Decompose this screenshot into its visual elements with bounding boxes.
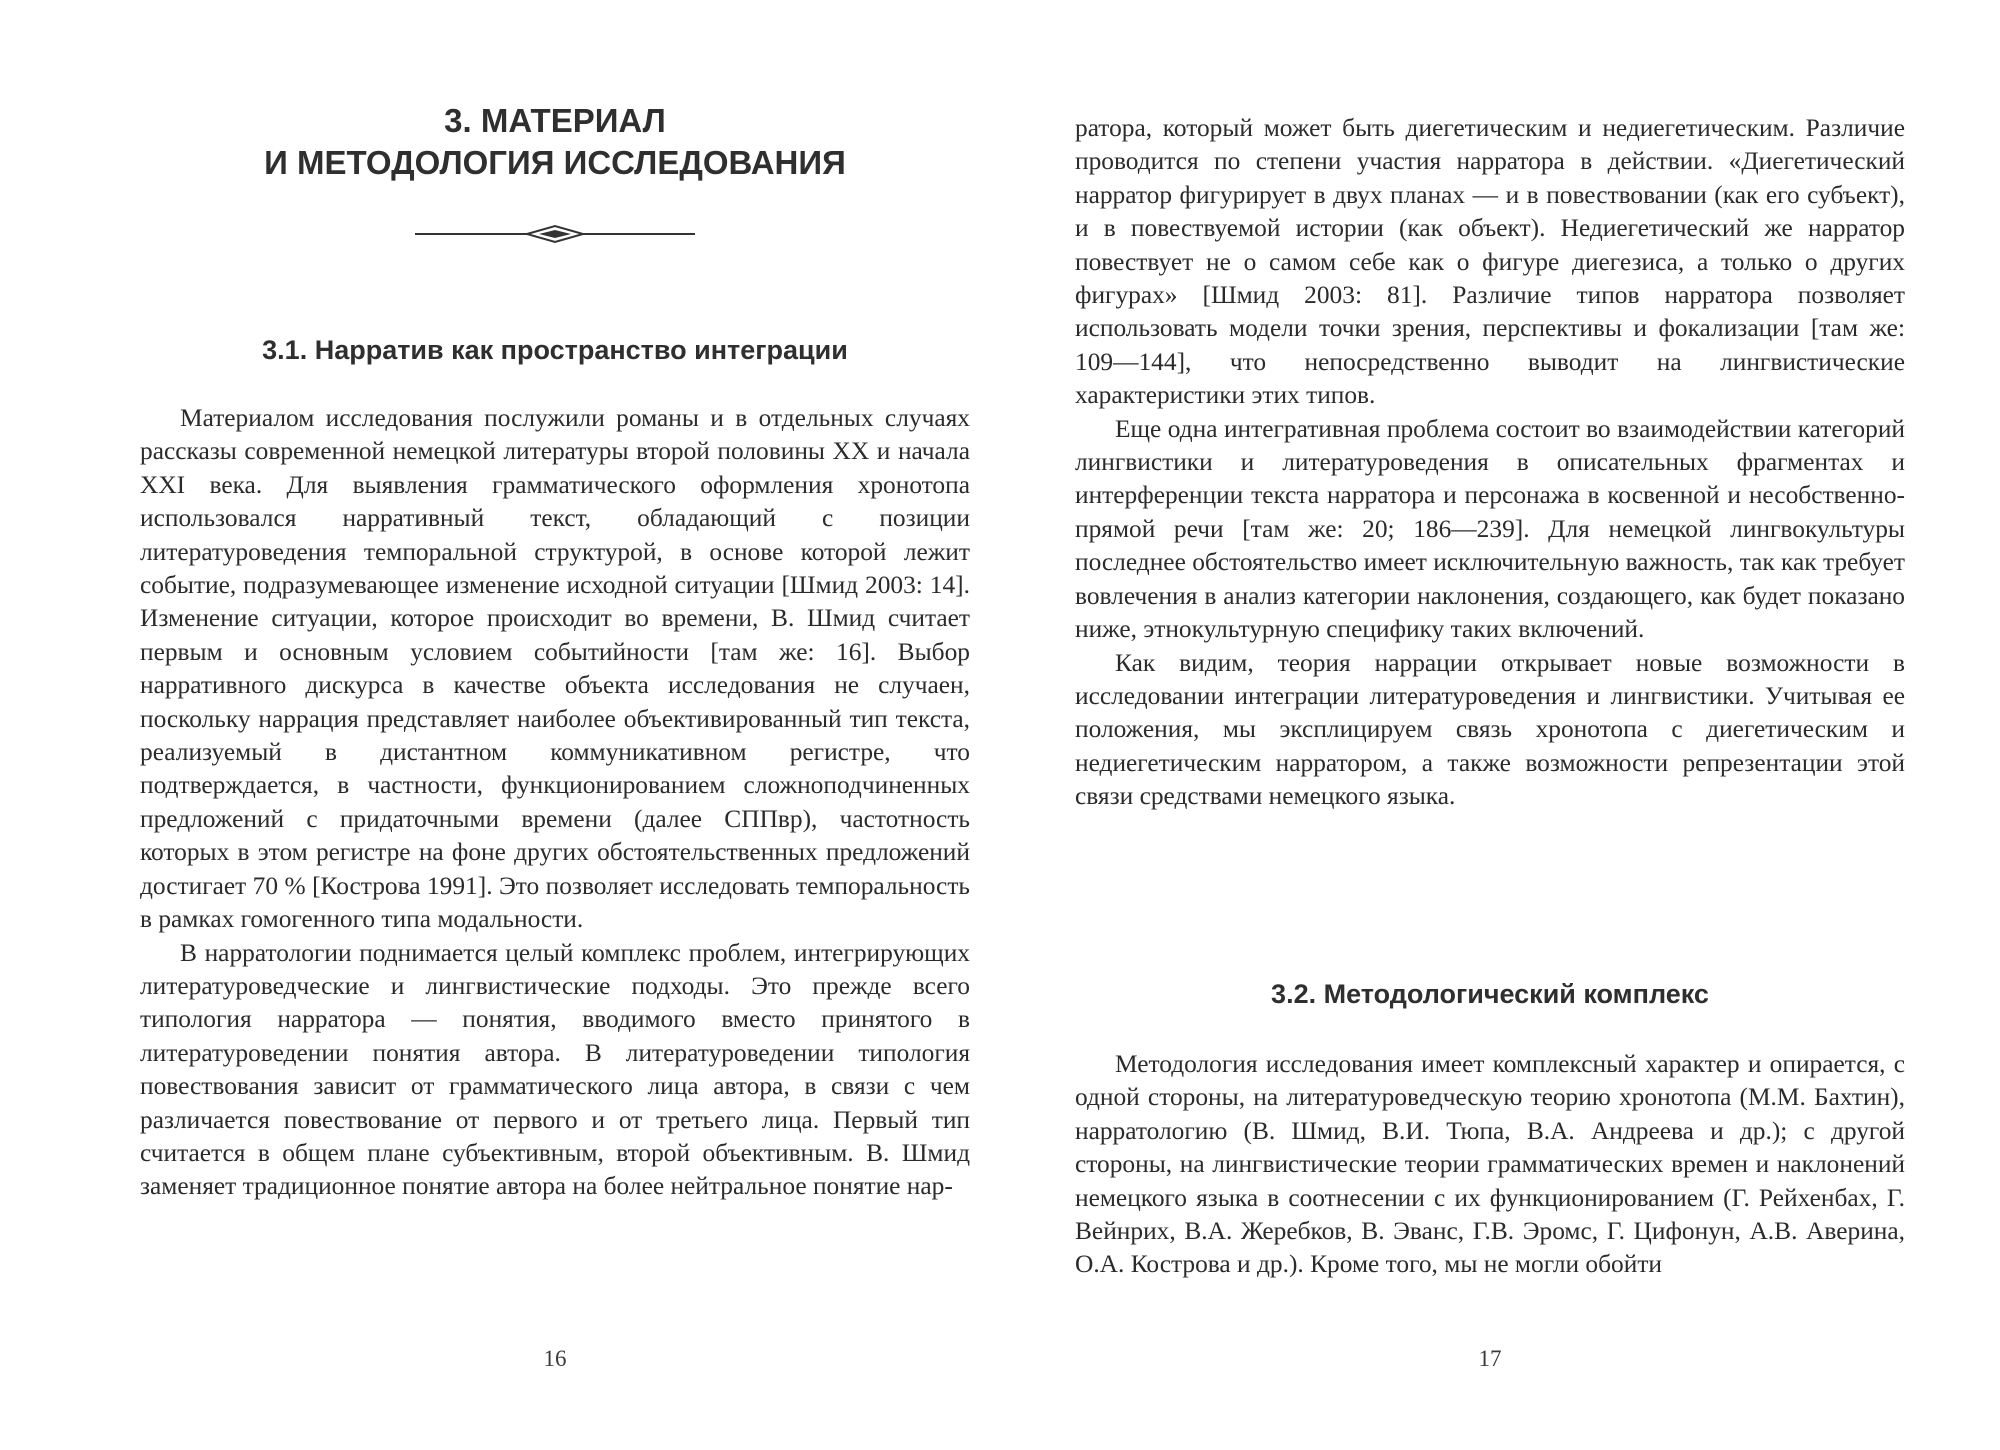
page-number-left: 16 xyxy=(543,1346,567,1371)
chapter-title-line2: И МЕТОДОЛОГИЯ ИССЛЕДОВАНИЯ xyxy=(264,144,846,181)
paragraph: Как видим, теория наррации открывает новые возможности в исследовании интеграции литературоведения и лингвистики. Учитывая ее положения, мы эксплицируем связь хронотопа с диегетическим и недиегетическим нарратором, а также возможности репрезентации этой связи средствами немецкого языка. xyxy=(1075,648,1905,811)
right-body-text-top xyxy=(1075,112,1905,814)
page-number-right: 17 xyxy=(1478,1346,1502,1371)
diamond-rule-icon xyxy=(415,224,695,244)
chapter-title-line1: 3. МАТЕРИАЛ xyxy=(444,102,666,139)
right-body-text-bottom xyxy=(1075,1048,1905,1282)
paragraph: Еще одна интегративная проблема состоит во взаимодействии категорий лингвистики и литературоведения в описательных фрагментах и интерференции текста нарратора и персонажа в косвенной и несобственно-прямой речи [там же: 20; 186—239]. Для немецкой лингвокультуры последнее обстоятельство имеет исключительную важность, так как требует вовлечения в анализ категории наклонения, создающего, как будет показано ниже, этнокультурную специфику таких включений. xyxy=(1075,414,1905,644)
paragraph: Материалом исследования послужили романы и в отдельных случаях рассказы современной немецкой литературы второй половины XX и начала XXI века. Для выявления грамматического оформления хронотопа использовался нарративный текст, обладающий с позиции литературоведения темпоральной структурой, в основе которой лежит событие, подразумевающее изменение исходной ситуации [Шмид 2003: 14]. Изменение ситуации, которое происходит во времени, В. Шмид считает первым и основным условием событийности [там же: 16]. Выбор нарративного дискурса в качестве объекта исследования не случаен, поскольку наррация представляет наиболее объективированный тип текста, реализуемый в дистантном коммуникативном регистре, что подтверждается, в частности, функционированием сложноподчиненных предложений с придаточными времени (далее СППвр), частотность которых в этом регистре на фоне других обстоятельственных предложений достигает 70 % [Кострова 1991]. Это позволяет исследовать темпоральность в рамках гомогенного типа модальности. xyxy=(140,404,970,934)
paragraph: В нарратологии поднимается целый комплекс проблем, интегрирующих литературоведческие и лингвистические подходы. Это прежде всего типология нарратора — понятия, вводимого вместо принятого в литературоведении понятия автора. В литературоведении типология повествования зависит от грамматического лица автора, в связи с чем различается повествование от первого и от третьего лица. Первый тип считается в общем плане субъективным, второй объективным. В. Шмид заменяет традиционное понятие автора на более нейтральное понятие нар- xyxy=(140,938,970,1201)
right-page xyxy=(1075,0,1905,1450)
section-title-3-1: 3.1. Нарратив как пространство интеграции xyxy=(262,335,848,365)
left-body-text xyxy=(140,402,970,1204)
paragraph: Методология исследования имеет комплексный характер и опирается, с одной стороны, на литературоведческую теорию хронотопа (М.М. Бахтин), нарратологию (В. Шмид, В.И. Тюпа, В.А. Андреева и др.); с другой стороны, на лингвистические теории грамматических времен и наклонений немецкого языка в соотнесении с их функционированием (Г. Рейхенбах, Г. Вейнрих, В.А. Жеребков, В. Эванс, Г.В. Эромс, Г. Цифонун, А.В. Аверина, О.А. Кострова и др.). Кроме того, мы не могли обойти xyxy=(1075,1050,1905,1279)
paragraph: ратора, который может быть диегетическим и недиегетическим. Различие проводится по степени участия нарратора в действии. «Диегетический нарратор фигурирует в двух планах — и в повествовании (как его субъект), и в повествуемой истории (как объект). Недиегетический же нарратор повествует не о самом себе как о фигуре диегезиса, а только о других фигурах» [Шмид 2003: 81]. Различие типов нарратора позволяет использовать модели точки зрения, перспективы и фокализации [там же: 109—144], что непосредственно выводит на лингвистические характеристики этих типов. xyxy=(1075,114,1905,410)
left-page xyxy=(140,0,970,1450)
section-title-3-2: 3.2. Методологический комплекс xyxy=(1271,979,1709,1009)
